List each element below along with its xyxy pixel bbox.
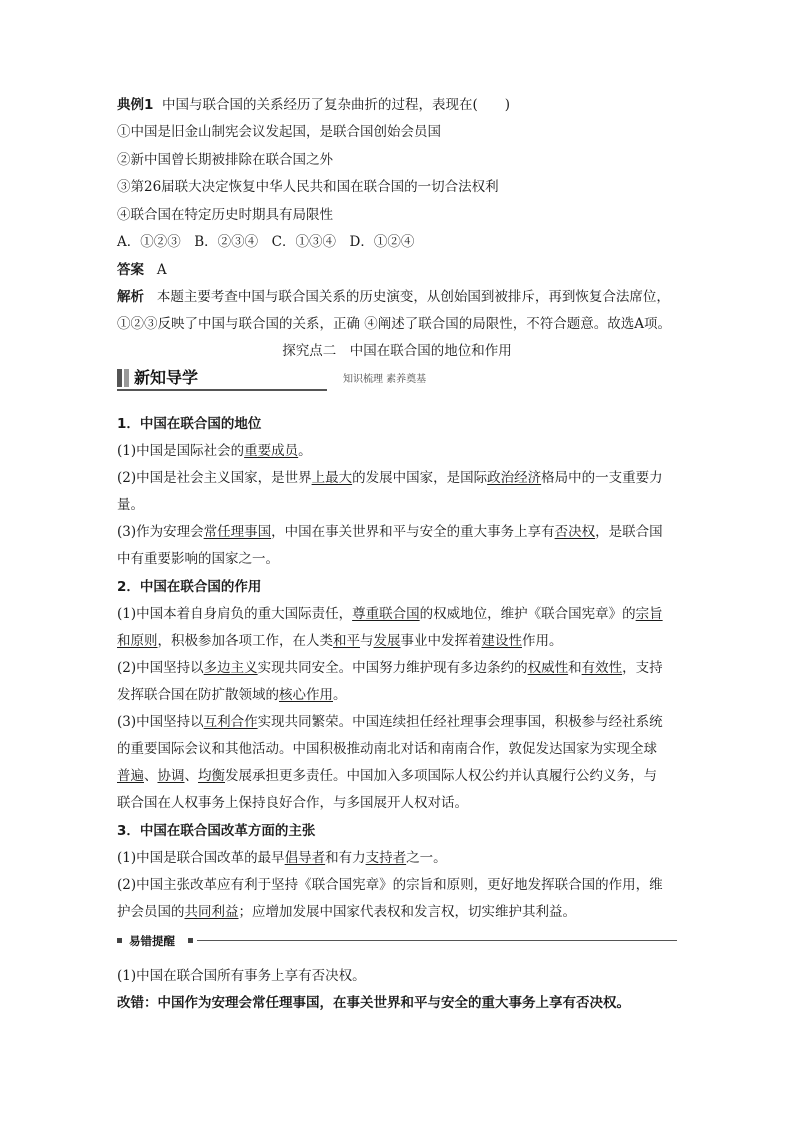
example-question: 中国与联合国的关系经历了复杂曲折的过程，表现在( ) <box>162 97 511 113</box>
p3-line-2-cont <box>117 903 576 921</box>
text: 格局中的一支重要力 <box>541 470 663 486</box>
section-banner <box>117 367 677 391</box>
p2-line-1-cont <box>117 632 563 650</box>
text: 实现共同安全。中国努力维护现有多边条约的 <box>257 660 528 676</box>
text: ，支持 <box>622 660 663 676</box>
text: 的权威地位，维护《联合国宪章》的 <box>419 606 636 622</box>
analysis-line-2: ①②③反映了中国与联合国的关系，正确 ④阐述了联合国的局限性，不符合题意。故选A项。 <box>117 316 672 332</box>
text: 和 <box>568 660 582 676</box>
analysis-text-1: 本题主要考查中国与联合国关系的历史演变，从创始国到被排斥，再到恢复合法席位， <box>156 289 670 305</box>
example-question-line <box>117 96 510 114</box>
text: ；应增加发展中国家代表权和发言权，切实维护其利益。 <box>238 904 576 920</box>
text: 发挥联合国在防扩散领域的 <box>117 687 279 703</box>
text: (3)中国坚持以 <box>117 714 204 730</box>
underlined-term: 普遍 <box>117 768 144 784</box>
p2-line-1 <box>117 605 663 623</box>
text: 发展承担更多责任。中国加入多项国际人权公约并认真履行公约义务，与 <box>225 768 657 784</box>
heading-1: 1．中国在联合国的地位 <box>117 416 262 432</box>
mistake-divider <box>197 940 677 941</box>
text: (2)中国是社会主义国家，是世界 <box>117 470 312 486</box>
p1-line-3-cont: 中有重要影响的国家之一。 <box>117 551 279 567</box>
p1-line-2 <box>117 469 663 487</box>
underlined-term: 建设性 <box>481 633 522 649</box>
mistake-correction <box>117 994 630 1012</box>
square-icon <box>117 938 122 943</box>
underlined-term: 互利合作 <box>203 714 258 730</box>
banner-subtitle: 知识梳理 素养奠基 <box>343 374 427 385</box>
underlined-term: 支持者 <box>365 850 407 866</box>
correction-label: 改错： <box>117 995 158 1011</box>
banner-rule <box>117 389 327 391</box>
underlined-term: 上最大 <box>311 470 353 486</box>
underlined-term: 协调 <box>157 768 185 784</box>
underlined-term: 尊重联合国 <box>352 606 420 622</box>
underlined-term: 重要成员 <box>244 443 299 459</box>
correction-text: 中国作为安理会常任理事国，在事关世界和平与安全的重大事务上享有否决权。 <box>157 995 630 1011</box>
underlined-term: 常任理事国 <box>203 524 272 540</box>
text: 之一。 <box>406 850 447 866</box>
text: 和有力 <box>325 850 366 866</box>
mistake-bar <box>117 933 677 949</box>
text: 、 <box>184 768 198 784</box>
answer-line <box>117 261 167 279</box>
underlined-term: 核心作用 <box>279 687 333 703</box>
text: 作用。 <box>522 633 563 649</box>
text: (2)中国坚持以 <box>117 660 204 676</box>
p3-line-1 <box>117 849 447 867</box>
answer-choices: A．①②③ B．②③④ C．①③④ D．①②④ <box>117 234 415 250</box>
option-1: ①中国是旧金山制宪会议发起国，是联合国创始会员国 <box>117 124 441 140</box>
underlined-term: 共同利益 <box>184 904 239 920</box>
underlined-term: 宗旨 <box>635 606 663 622</box>
p1-line-3 <box>117 523 663 541</box>
p2-line-3 <box>117 713 663 731</box>
text: 、 <box>144 768 158 784</box>
p2-line-2-cont <box>117 686 347 704</box>
section-title: 探究点二 中国在联合国的地位和作用 <box>282 343 512 359</box>
text: 护会员国的 <box>117 904 185 920</box>
analysis-label: 解析 <box>117 289 144 305</box>
example-title: 典例1 <box>117 97 154 113</box>
text: 。 <box>333 687 347 703</box>
mistake-item: (1)中国在联合国所有事务上享有否决权。 <box>117 968 366 984</box>
answer-label: 答案 <box>117 262 144 278</box>
text: 与 <box>360 633 374 649</box>
mistake-label: 易错提醒 <box>129 934 175 948</box>
p3-line-2: (2)中国主张改革应有利于坚持《联合国宪章》的宗旨和原则，更好地发挥联合国的作用，维 <box>117 877 663 893</box>
text: ，积极参加各项工作，在人类 <box>157 633 333 649</box>
heading-3: 3．中国在联合国改革方面的主张 <box>117 823 316 839</box>
text: ，中国在事关世界和平与安全的重大事务上享有 <box>271 524 555 540</box>
p1-line-2-cont: 量。 <box>117 497 144 513</box>
text: 事业中发挥着 <box>400 633 482 649</box>
text: 的发展中国家，是国际 <box>352 470 488 486</box>
option-2: ②新中国曾长期被排除在联合国之外 <box>117 152 333 168</box>
underlined-term: 有效性 <box>581 660 623 676</box>
text: (3)作为安理会 <box>117 524 204 540</box>
text: ，是联合国 <box>595 524 663 540</box>
underlined-term: 均衡 <box>198 768 225 784</box>
underlined-term: 权威性 <box>527 660 569 676</box>
underlined-term: 多边主义 <box>203 660 258 676</box>
p2-line-2 <box>117 659 663 677</box>
p2-line-3-cont-3: 联合国在人权事务上保持良好合作，与多国展开人权对话。 <box>117 795 468 811</box>
heading-2: 2．中国在联合国的作用 <box>117 579 262 595</box>
option-3: ③第26届联大决定恢复中华人民共和国在联合国的一切合法权利 <box>117 179 499 195</box>
underlined-term: 否决权 <box>554 524 596 540</box>
text: 实现共同繁荣。中国连续担任经社理事会理事国，积极参与经社系统 <box>257 714 663 730</box>
underlined-term: 倡导者 <box>284 850 326 866</box>
text: (1)中国本着自身肩负的重大国际责任， <box>117 606 353 622</box>
answer-value: A <box>156 262 167 278</box>
text: (1)中国是国际社会的 <box>117 443 245 459</box>
p2-line-3-cont-2 <box>117 767 657 785</box>
underlined-term: 和平 <box>333 633 360 649</box>
text: 。 <box>298 443 312 459</box>
underlined-term: 政治经济 <box>487 470 542 486</box>
text: (1)中国是联合国改革的最早 <box>117 850 285 866</box>
banner-bar-icon <box>124 369 129 387</box>
p1-line-1 <box>117 442 312 460</box>
banner-bar-icon <box>117 369 122 387</box>
underlined-term: 和原则 <box>117 633 158 649</box>
p2-line-3-cont-1: 的重要国际会议和其他活动。中国积极推动南北对话和南南合作，敦促发达国家为实现全球 <box>117 741 657 757</box>
analysis-line-1 <box>117 288 670 306</box>
banner-title: 新知导学 <box>134 368 199 387</box>
option-4: ④联合国在特定历史时期具有局限性 <box>117 207 333 223</box>
square-icon <box>188 938 193 943</box>
underlined-term: 发展 <box>373 633 401 649</box>
